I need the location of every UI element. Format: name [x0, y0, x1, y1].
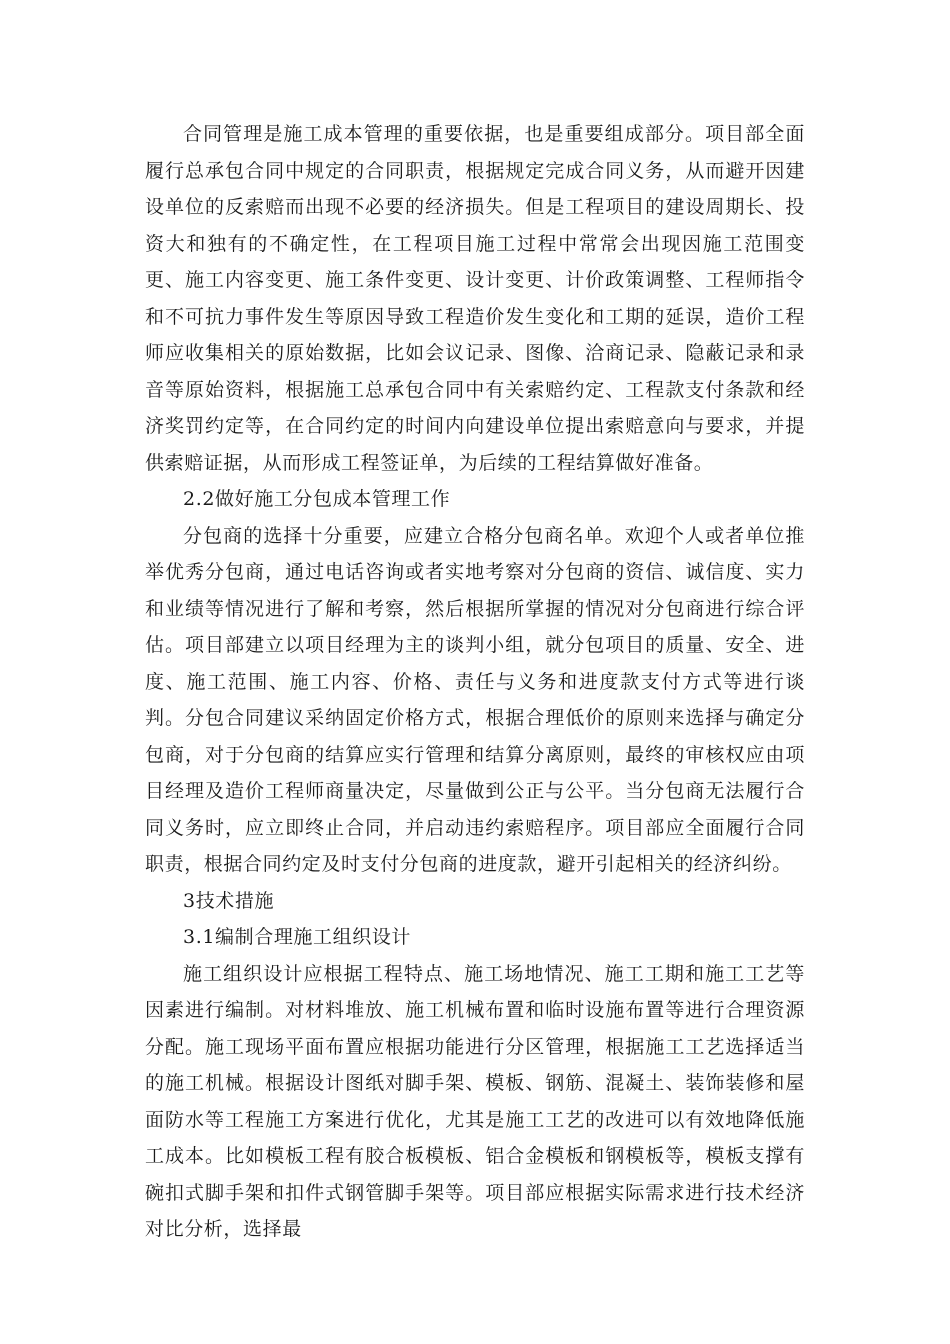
- paragraph-construction-organization: 施工组织设计应根据工程特点、施工场地情况、施工工期和施工工艺等因素进行编制。对材料堆放、施工机械布置和临时设施布置等进行合理资源分配。施工现场平面布置应根据功能进行分区管理，根据施工工艺选择适当的施工机械。根据设计图纸对脚手架、模板、钢筋、混凝土、装饰装修和屋面防水等工程施工方案进行优化，尤其是施工工艺的改进可以有效地降低施工成本。比如模板工程有胶合板模板、铝合金模板和钢模板等，模板支撑有碗扣式脚手架和扣件式钢管脚手架等。项目部应根据实际需求进行技术经济对比分析，选择最: [145, 962, 805, 1240]
- document-body: [145, 116, 805, 1248]
- paragraph-subcontract-management: 分包商的选择十分重要，应建立合格分包商名单。欢迎个人或者单位推举优秀分包商，通过电话咨询或者实地考察对分包商的资信、诚信度、实力和业绩等情况进行了解和考察，然后根据所掌握的情况对分包商进行综合评估。项目部建立以项目经理为主的谈判小组，就分包项目的质量、安全、进度、施工范围、施工内容、价格、责任与义务和进度款支付方式等进行谈判。分包合同建议采纳固定价格方式，根据合理低价的原则来选择与确定分包商，对于分包商的结算应实行管理和结算分离原则，最终的审核权应由项目经理及造价工程师商量决定，尽量做到公正与公平。当分包商无法履行合同义务时，应立即终止合同，并启动违约索赔程序。项目部应全面履行合同职责，根据合同约定及时支付分包商的进度款，避开引起相关的经济纠纷。: [145, 524, 805, 875]
- paragraph-contract-management: 合同管理是施工成本管理的重要依据，也是重要组成部分。项目部全面履行总承包合同中规定的合同职责，根据规定完成合同义务，从而避开因建设单位的反索赔而出现不必要的经济损失。但是工程项目的建设周期长、投资大和独有的不确定性，在工程项目施工过程中常常会出现因施工范围变更、施工内容变更、施工条件变更、设计变更、计价政策调整、工程师指令和不可抗力事件发生等原因导致工程造价发生变化和工期的延误，造价工程师应收集相关的原始数据，比如会议记录、图像、洽商记录、隐蔽记录和录音等原始资料，根据施工总承包合同中有关索赔约定、工程款支付条款和经济奖罚约定等，在合同约定的时间内向建设单位提出索赔意向与要求，并提供索赔证据，从而形成工程签证单，为后续的工程结算做好准备。: [145, 123, 805, 474]
- section-heading-3-1: 3.1编制合理施工组织设计: [183, 926, 412, 948]
- section-heading-3: 3技术措施: [183, 889, 275, 912]
- section-heading-2-2: 2.2做好施工分包成本管理工作: [183, 488, 451, 510]
